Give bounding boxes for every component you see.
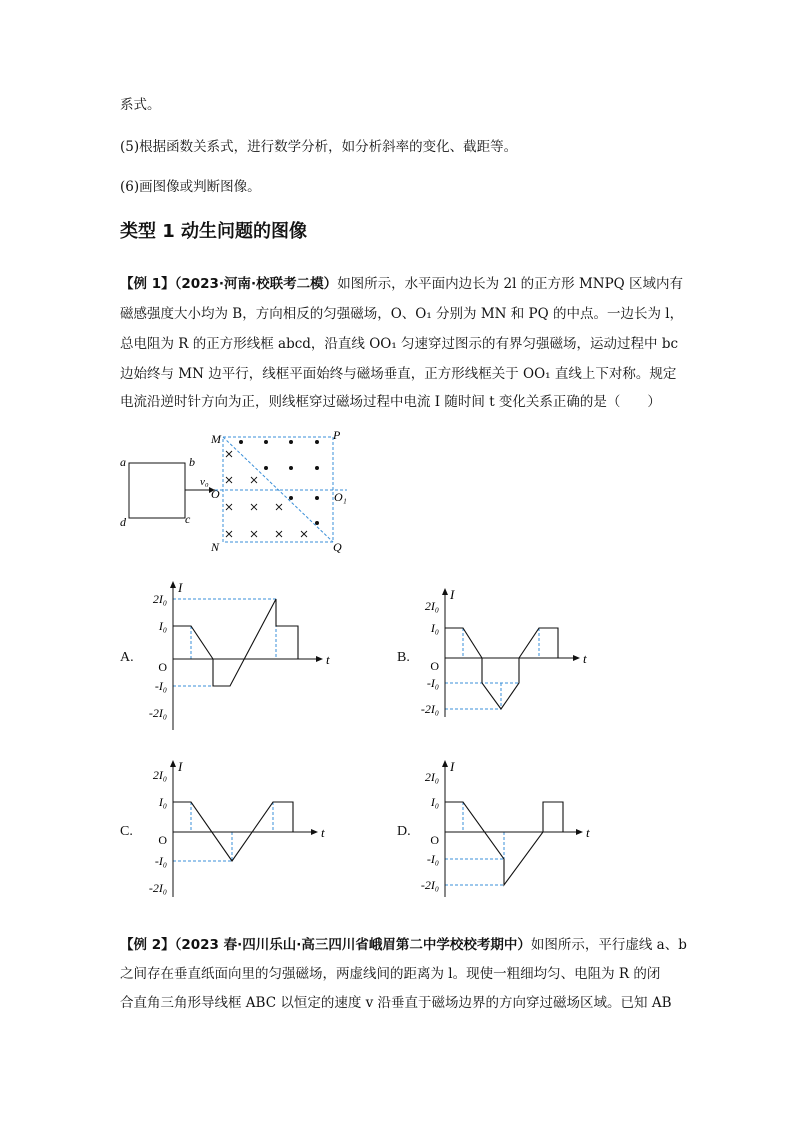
t-axis-label: t <box>321 825 325 840</box>
t-axis-label: t <box>583 651 587 666</box>
tick-label: -2I₀ <box>420 878 439 892</box>
intro-line-3: (6)画图像或判断图像。 <box>120 179 261 195</box>
i-axis-arrowhead <box>170 760 176 767</box>
label-a: a <box>120 455 126 469</box>
tick-label: -I₀ <box>154 679 167 693</box>
example1-source: （2023·河南·校联考二模） <box>174 276 338 292</box>
tick-label: -I₀ <box>154 854 167 868</box>
tick-label: -2I₀ <box>148 706 167 720</box>
option-B-graph[interactable] <box>415 585 595 720</box>
example1-text-1: 磁感强度大小均为 B，方向相反的匀强磁场，O、O₁ 分别为 MN 和 PQ 的中点。一边长为 l， <box>120 306 684 322</box>
example1-text-4: 电流沿逆时针方向为正，则线框穿过磁场过程中电流 I 随时间 t 变化关系正确的是（ ） <box>120 394 661 410</box>
i-axis-label: I <box>178 759 183 774</box>
tick-label: O <box>158 833 167 847</box>
tick-label: I₀ <box>430 621 439 635</box>
example2-tag: 【例 2】 <box>120 937 175 953</box>
option-C-graph[interactable] <box>138 757 328 902</box>
t-axis-arrowhead <box>316 656 323 662</box>
label-M: M <box>211 432 221 446</box>
magnetic-field-figure <box>115 425 355 560</box>
label-P: P <box>333 428 341 442</box>
example2-text-0: 如图所示，平行虚线 a、b <box>530 937 687 953</box>
option-D-label[interactable]: D. <box>397 824 411 839</box>
label-v0: v₀ <box>200 476 209 488</box>
label-O: O <box>211 487 220 501</box>
label-Q: Q <box>333 540 342 554</box>
intro-line-1: 系式。 <box>120 97 161 113</box>
label-O1: O₁ <box>334 490 347 504</box>
tick-label: O <box>158 660 167 674</box>
field-crosses <box>226 451 307 537</box>
tick-label: 2I₀ <box>424 770 439 784</box>
option-D-graph[interactable] <box>415 757 595 902</box>
label-N: N <box>211 540 220 554</box>
t-axis-label: t <box>326 652 330 667</box>
example1-text-2: 总电阻为 R 的正方形线框 abcd，沿直线 OO₁ 匀速穿过图示的有界匀强磁场，运动过程中 bc <box>120 336 679 352</box>
tick-label: O <box>430 659 439 673</box>
i-axis-arrowhead <box>170 581 176 588</box>
tick-label: 2I₀ <box>152 768 167 782</box>
tick-label: I₀ <box>158 619 167 633</box>
option-A-label[interactable]: A. <box>120 650 134 665</box>
option-C-label[interactable]: C. <box>120 824 133 839</box>
label-c: c <box>185 512 191 526</box>
tick-label: 2I₀ <box>424 599 439 613</box>
example2-text-1: 之间存在垂直纸面向里的匀强磁场，两虚线间的距离为 l。现使一粗细均匀、电阻为 R 的闭 <box>120 966 661 982</box>
t-axis-arrowhead <box>573 655 580 661</box>
example1-text-0: 如图所示，水平面内边长为 2l 的正方形 MNPQ 区域内有 <box>337 276 684 292</box>
example2-first-line <box>120 933 687 953</box>
tick-label: I₀ <box>430 795 439 809</box>
label-d: d <box>120 515 126 529</box>
tick-label: -I₀ <box>426 852 439 866</box>
tick-label: -2I₀ <box>420 702 439 716</box>
example1-first-line <box>120 272 683 292</box>
tick-label: I₀ <box>158 795 167 809</box>
option-B-label[interactable]: B. <box>397 650 410 665</box>
i-axis-label: I <box>178 580 183 595</box>
section-heading: 类型 1 动生问题的图像 <box>120 221 308 242</box>
example2-text-2: 合直角三角形导线框 ABC 以恒定的速度 v 沿垂直于磁场边界的方向穿过磁场区域。已知 AB <box>120 995 672 1011</box>
example1-tag: 【例 1】 <box>120 276 175 292</box>
label-b: b <box>189 455 195 469</box>
i-axis-arrowhead <box>442 760 448 767</box>
i-axis-label: I <box>450 759 455 774</box>
tick-label: 2I₀ <box>152 592 167 606</box>
i-axis-label: I <box>450 587 455 602</box>
example2-source: （2023 春·四川乐山·高三四川省峨眉第二中学校校考期中） <box>174 937 531 953</box>
current-curve <box>173 599 298 686</box>
option-A-graph[interactable] <box>138 575 338 735</box>
i-axis-arrowhead <box>442 588 448 595</box>
intro-line-2: (5)根据函数关系式，进行数学分析，如分析斜率的变化、截距等。 <box>120 139 518 155</box>
t-axis-arrowhead <box>576 829 583 835</box>
tick-label: -I₀ <box>426 676 439 690</box>
tick-label: -2I₀ <box>148 881 167 895</box>
loop-abcd <box>129 463 185 518</box>
example1-text-3: 边始终与 MN 边平行，线框平面始终与磁场垂直，正方形线框关于 OO₁ 直线上下对称。规定 <box>120 366 677 382</box>
current-curve <box>445 628 558 709</box>
tick-label: O <box>430 833 439 847</box>
t-axis-arrowhead <box>311 829 318 835</box>
t-axis-label: t <box>586 825 590 840</box>
